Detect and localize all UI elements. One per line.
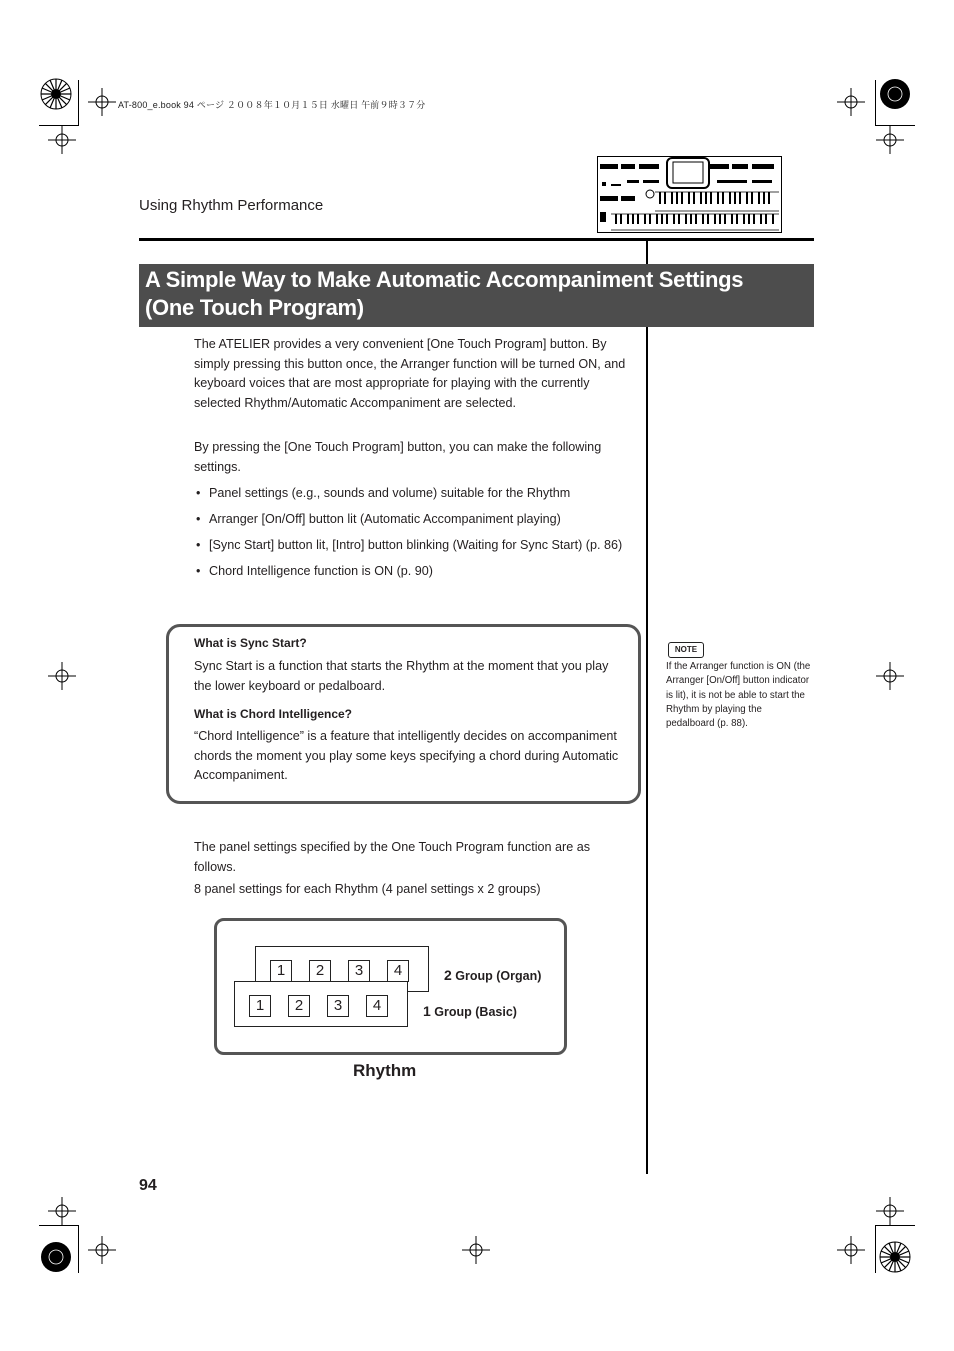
crosshair-icon xyxy=(48,1197,76,1225)
panel-count-line: 8 panel settings for each Rhythm (4 panel settings x 2 groups) xyxy=(194,882,541,896)
panel-slot: 2 xyxy=(288,995,310,1017)
group-basic-number: 1 xyxy=(423,1003,431,1019)
crop-mark xyxy=(875,1225,876,1273)
sync-start-heading: What is Sync Start? xyxy=(194,636,307,650)
group-basic-card xyxy=(234,981,408,1027)
settings-lead: By pressing the [One Touch Program] button, you can make the following settings. xyxy=(194,440,602,474)
crop-mark xyxy=(39,125,79,126)
list-item: • Chord Intelligence function is ON (p. 90) xyxy=(194,562,634,582)
group-basic-label xyxy=(423,1003,517,1019)
panel-slot: 1 xyxy=(270,960,292,982)
crosshair-icon xyxy=(48,662,76,690)
header-rule xyxy=(139,238,814,241)
organ-panel-icon xyxy=(597,156,782,233)
crosshair-icon xyxy=(876,126,904,154)
group-organ-label xyxy=(444,967,541,983)
crosshair-icon xyxy=(837,1236,865,1264)
section-title: Using Rhythm Performance xyxy=(139,197,324,214)
diagram-caption: Rhythm xyxy=(353,1061,417,1080)
note-text: If the Arranger function is ON (the Arranger [On/Off] button indicator is lit), it is not be able to start the Rhythm by playing the pedalboard (p. 88). xyxy=(666,661,811,730)
group-organ-text: Group (Organ) xyxy=(455,969,542,983)
group-organ-number: 2 xyxy=(444,967,452,983)
list-item: • [Sync Start] button lit, [Intro] button blinking (Waiting for Sync Start) (p. 86) xyxy=(194,536,634,556)
registration-mark-icon xyxy=(36,74,76,114)
crosshair-icon xyxy=(876,662,904,690)
crop-mark xyxy=(78,80,79,125)
crosshair-icon xyxy=(876,1197,904,1225)
print-info: AT-800_e.book 94 ページ ２００８年１０月１５日 水曜日 午前９時３７分 xyxy=(118,100,426,110)
panel-slot: 4 xyxy=(387,960,409,982)
panel-slot: 3 xyxy=(348,960,370,982)
panel-paragraph: The panel settings specified by the One Touch Program function are as follows. xyxy=(194,840,591,874)
list-item: • Arranger [On/Off] button lit (Automatic Accompaniment playing) xyxy=(194,510,634,530)
title-bar xyxy=(139,264,814,327)
list-item: • Panel settings (e.g., sounds and volume) suitable for the Rhythm xyxy=(194,484,634,504)
panel-slot: 1 xyxy=(249,995,271,1017)
registration-dot-icon xyxy=(36,1237,76,1277)
page-number: 94 xyxy=(139,1177,157,1194)
chord-intelligence-heading: What is Chord Intelligence? xyxy=(194,707,353,721)
crosshair-icon xyxy=(88,88,116,116)
page-title xyxy=(139,264,814,322)
group-basic-text: Group (Basic) xyxy=(434,1005,517,1019)
registration-dot-icon xyxy=(875,74,915,114)
page-title-line2: (One Touch Program) xyxy=(145,295,364,320)
chord-intelligence-text: “Chord Intelligence” is a feature that intelligently decides on accompaniment chords the moment you play some keys specifying a chord during Automatic Accompaniment. xyxy=(194,729,619,782)
note-icon: NOTE xyxy=(668,642,704,658)
intro-paragraph: The ATELIER provides a very convenient [One Touch Program] button. By simply pressing this button once, the Arranger function will be turned ON, and keyboard voices that are most appropriate for playing with the currently selected Rhythm/Automatic Accompaniment are selected. xyxy=(194,337,626,410)
crop-mark xyxy=(875,125,915,126)
panel-slot: 4 xyxy=(366,995,388,1017)
panel-slot: 2 xyxy=(309,960,331,982)
settings-list xyxy=(194,484,634,588)
crop-mark xyxy=(875,80,876,125)
crosshair-icon xyxy=(48,126,76,154)
page-title-line1: A Simple Way to Make Automatic Accompaniment Settings xyxy=(145,267,744,292)
crosshair-icon xyxy=(462,1236,490,1264)
registration-mark-icon xyxy=(875,1237,915,1277)
column-divider xyxy=(646,241,648,1174)
crop-mark xyxy=(39,1225,79,1226)
crosshair-icon xyxy=(837,88,865,116)
panel-slot: 3 xyxy=(327,995,349,1017)
crosshair-icon xyxy=(88,1236,116,1264)
crop-mark xyxy=(78,1225,79,1273)
crop-mark xyxy=(875,1225,915,1226)
sync-start-text: Sync Start is a function that starts the Rhythm at the moment that you play the lower keyboard or pedalboard. xyxy=(194,659,609,693)
